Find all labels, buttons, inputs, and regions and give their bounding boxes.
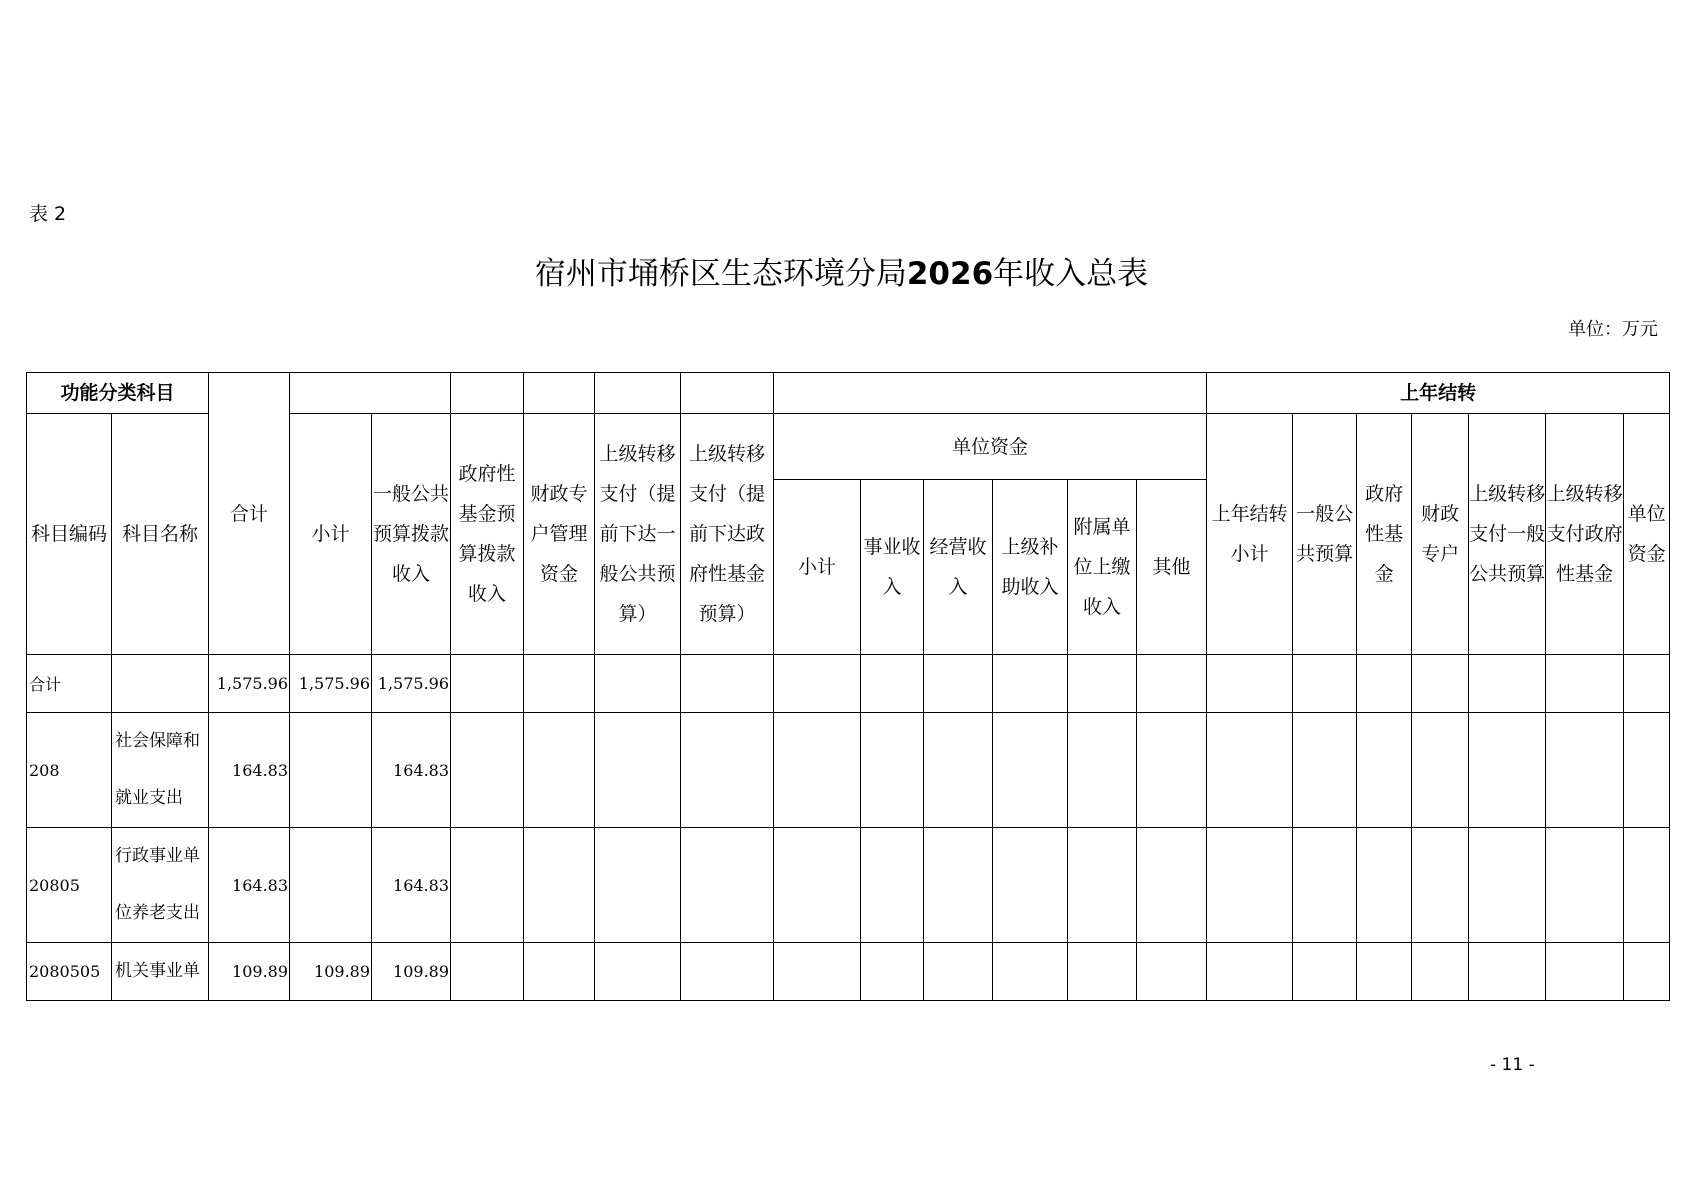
header-co-upper-fund: 上级转移支付政府性基金	[1546, 414, 1624, 655]
header-general-budget: 一般公共预算拨款收入	[372, 414, 451, 655]
row-general: 164.83	[372, 713, 451, 828]
empty-cell	[1137, 713, 1207, 828]
row-name: 社会保障和就业支出	[112, 713, 209, 828]
row-subtotal	[290, 828, 372, 943]
income-table	[26, 372, 1670, 1001]
page-title	[0, 248, 1683, 293]
empty-cell	[1624, 655, 1670, 713]
empty-cell	[1624, 828, 1670, 943]
empty-cell	[1546, 713, 1624, 828]
header-carryover: 上年结转	[1207, 373, 1670, 414]
header-uf-other: 其他	[1137, 480, 1207, 655]
header-co-fiscal: 财政专户	[1412, 414, 1469, 655]
empty-cell	[1293, 655, 1357, 713]
empty-cell	[1137, 655, 1207, 713]
header-uf-operating: 经营收入	[924, 480, 993, 655]
title-part-a: 宿州市埇桥区生态环境分局	[534, 256, 907, 292]
header-upper-general: 上级转移支付（提前下达一般公共预算）	[595, 414, 681, 655]
empty-cell	[1357, 828, 1412, 943]
row-code: 20805	[27, 828, 112, 943]
header-total: 合计	[209, 373, 290, 655]
header-subtotal: 小计	[290, 414, 372, 655]
empty-cell	[1207, 828, 1293, 943]
empty-cell	[861, 828, 924, 943]
row-subtotal: 1,575.96	[290, 655, 372, 713]
header-co-upper-general: 上级转移支付一般公共预算	[1469, 414, 1546, 655]
title-part-b: 年收入总表	[993, 256, 1149, 292]
empty-cell	[1137, 943, 1207, 1001]
empty-cell	[1412, 713, 1469, 828]
empty-cell	[1469, 655, 1546, 713]
row-code: 合计	[27, 655, 112, 713]
empty-cell	[993, 828, 1068, 943]
empty-cell	[1293, 828, 1357, 943]
header-blank-d	[595, 373, 681, 414]
empty-cell	[1207, 943, 1293, 1001]
row-total: 164.83	[209, 828, 290, 943]
header-uf-subsidy: 上级补助收入	[993, 480, 1068, 655]
empty-cell	[524, 655, 595, 713]
row-general: 164.83	[372, 828, 451, 943]
empty-cell	[1469, 713, 1546, 828]
empty-cell	[774, 828, 861, 943]
empty-cell	[595, 655, 681, 713]
empty-cell	[1624, 943, 1670, 1001]
empty-cell	[681, 655, 774, 713]
header-uf-business: 事业收入	[861, 480, 924, 655]
row-total: 1,575.96	[209, 655, 290, 713]
header-gov-fund: 政府性基金预算拨款收入	[451, 414, 524, 655]
header-uf-subtotal: 小计	[774, 480, 861, 655]
row-general: 1,575.96	[372, 655, 451, 713]
empty-cell	[1068, 943, 1137, 1001]
empty-cell	[1357, 713, 1412, 828]
row-general: 109.89	[372, 943, 451, 1001]
empty-cell	[681, 943, 774, 1001]
header-name: 科目名称	[112, 414, 209, 655]
row-total: 109.89	[209, 943, 290, 1001]
page-number: - 11 -	[1490, 1055, 1535, 1075]
title-year: 2026	[906, 256, 994, 292]
empty-cell	[1068, 828, 1137, 943]
empty-cell	[1546, 655, 1624, 713]
empty-cell	[1137, 828, 1207, 943]
empty-cell	[1412, 943, 1469, 1001]
header-unit-funds: 单位资金	[774, 414, 1207, 480]
empty-cell	[681, 828, 774, 943]
row-code: 208	[27, 713, 112, 828]
table-row	[27, 828, 1670, 943]
row-subtotal	[290, 713, 372, 828]
empty-cell	[861, 713, 924, 828]
header-co-unit: 单位资金	[1624, 414, 1670, 655]
row-name: 机关事业单	[112, 943, 209, 1001]
empty-cell	[524, 828, 595, 943]
header-blank-b	[451, 373, 524, 414]
empty-cell	[861, 655, 924, 713]
empty-cell	[1293, 713, 1357, 828]
empty-cell	[1546, 943, 1624, 1001]
header-co-gov-fund: 政府性基金	[1357, 414, 1412, 655]
empty-cell	[451, 943, 524, 1001]
empty-cell	[993, 943, 1068, 1001]
table-row	[27, 713, 1670, 828]
table-number: 表 2	[29, 203, 67, 225]
header-co-general: 一般公共预算	[1293, 414, 1357, 655]
empty-cell	[774, 713, 861, 828]
header-blank-f	[774, 373, 1207, 414]
row-name: 行政事业单位养老支出	[112, 828, 209, 943]
empty-cell	[1412, 655, 1469, 713]
empty-cell	[1068, 655, 1137, 713]
empty-cell	[1357, 655, 1412, 713]
header-uf-affiliated: 附属单位上缴收入	[1068, 480, 1137, 655]
row-code: 2080505	[27, 943, 112, 1001]
empty-cell	[774, 655, 861, 713]
empty-cell	[595, 943, 681, 1001]
empty-cell	[451, 828, 524, 943]
empty-cell	[861, 943, 924, 1001]
empty-cell	[774, 943, 861, 1001]
empty-cell	[924, 828, 993, 943]
table-row	[27, 655, 1670, 713]
empty-cell	[1207, 713, 1293, 828]
empty-cell	[524, 943, 595, 1001]
table-row	[27, 943, 1670, 1001]
header-blank-a	[290, 373, 451, 414]
row-subtotal: 109.89	[290, 943, 372, 1001]
empty-cell	[1357, 943, 1412, 1001]
empty-cell	[1624, 713, 1670, 828]
empty-cell	[993, 655, 1068, 713]
header-func-class: 功能分类科目	[27, 373, 209, 414]
empty-cell	[1546, 828, 1624, 943]
header-blank-e	[681, 373, 774, 414]
empty-cell	[924, 943, 993, 1001]
header-code: 科目编码	[27, 414, 112, 655]
header-blank-c	[524, 373, 595, 414]
header-upper-fund: 上级转移支付（提前下达政府性基金预算）	[681, 414, 774, 655]
header-co-subtotal: 上年结转小计	[1207, 414, 1293, 655]
empty-cell	[595, 828, 681, 943]
empty-cell	[524, 713, 595, 828]
empty-cell	[1412, 828, 1469, 943]
empty-cell	[993, 713, 1068, 828]
empty-cell	[451, 655, 524, 713]
empty-cell	[1207, 655, 1293, 713]
empty-cell	[1469, 828, 1546, 943]
header-fiscal-special: 财政专户管理资金	[524, 414, 595, 655]
unit-label: 单位：万元	[1568, 319, 1658, 340]
row-name	[112, 655, 209, 713]
empty-cell	[924, 713, 993, 828]
row-total: 164.83	[209, 713, 290, 828]
empty-cell	[1293, 943, 1357, 1001]
empty-cell	[681, 713, 774, 828]
empty-cell	[1469, 943, 1546, 1001]
empty-cell	[1068, 713, 1137, 828]
empty-cell	[451, 713, 524, 828]
empty-cell	[595, 713, 681, 828]
empty-cell	[924, 655, 993, 713]
